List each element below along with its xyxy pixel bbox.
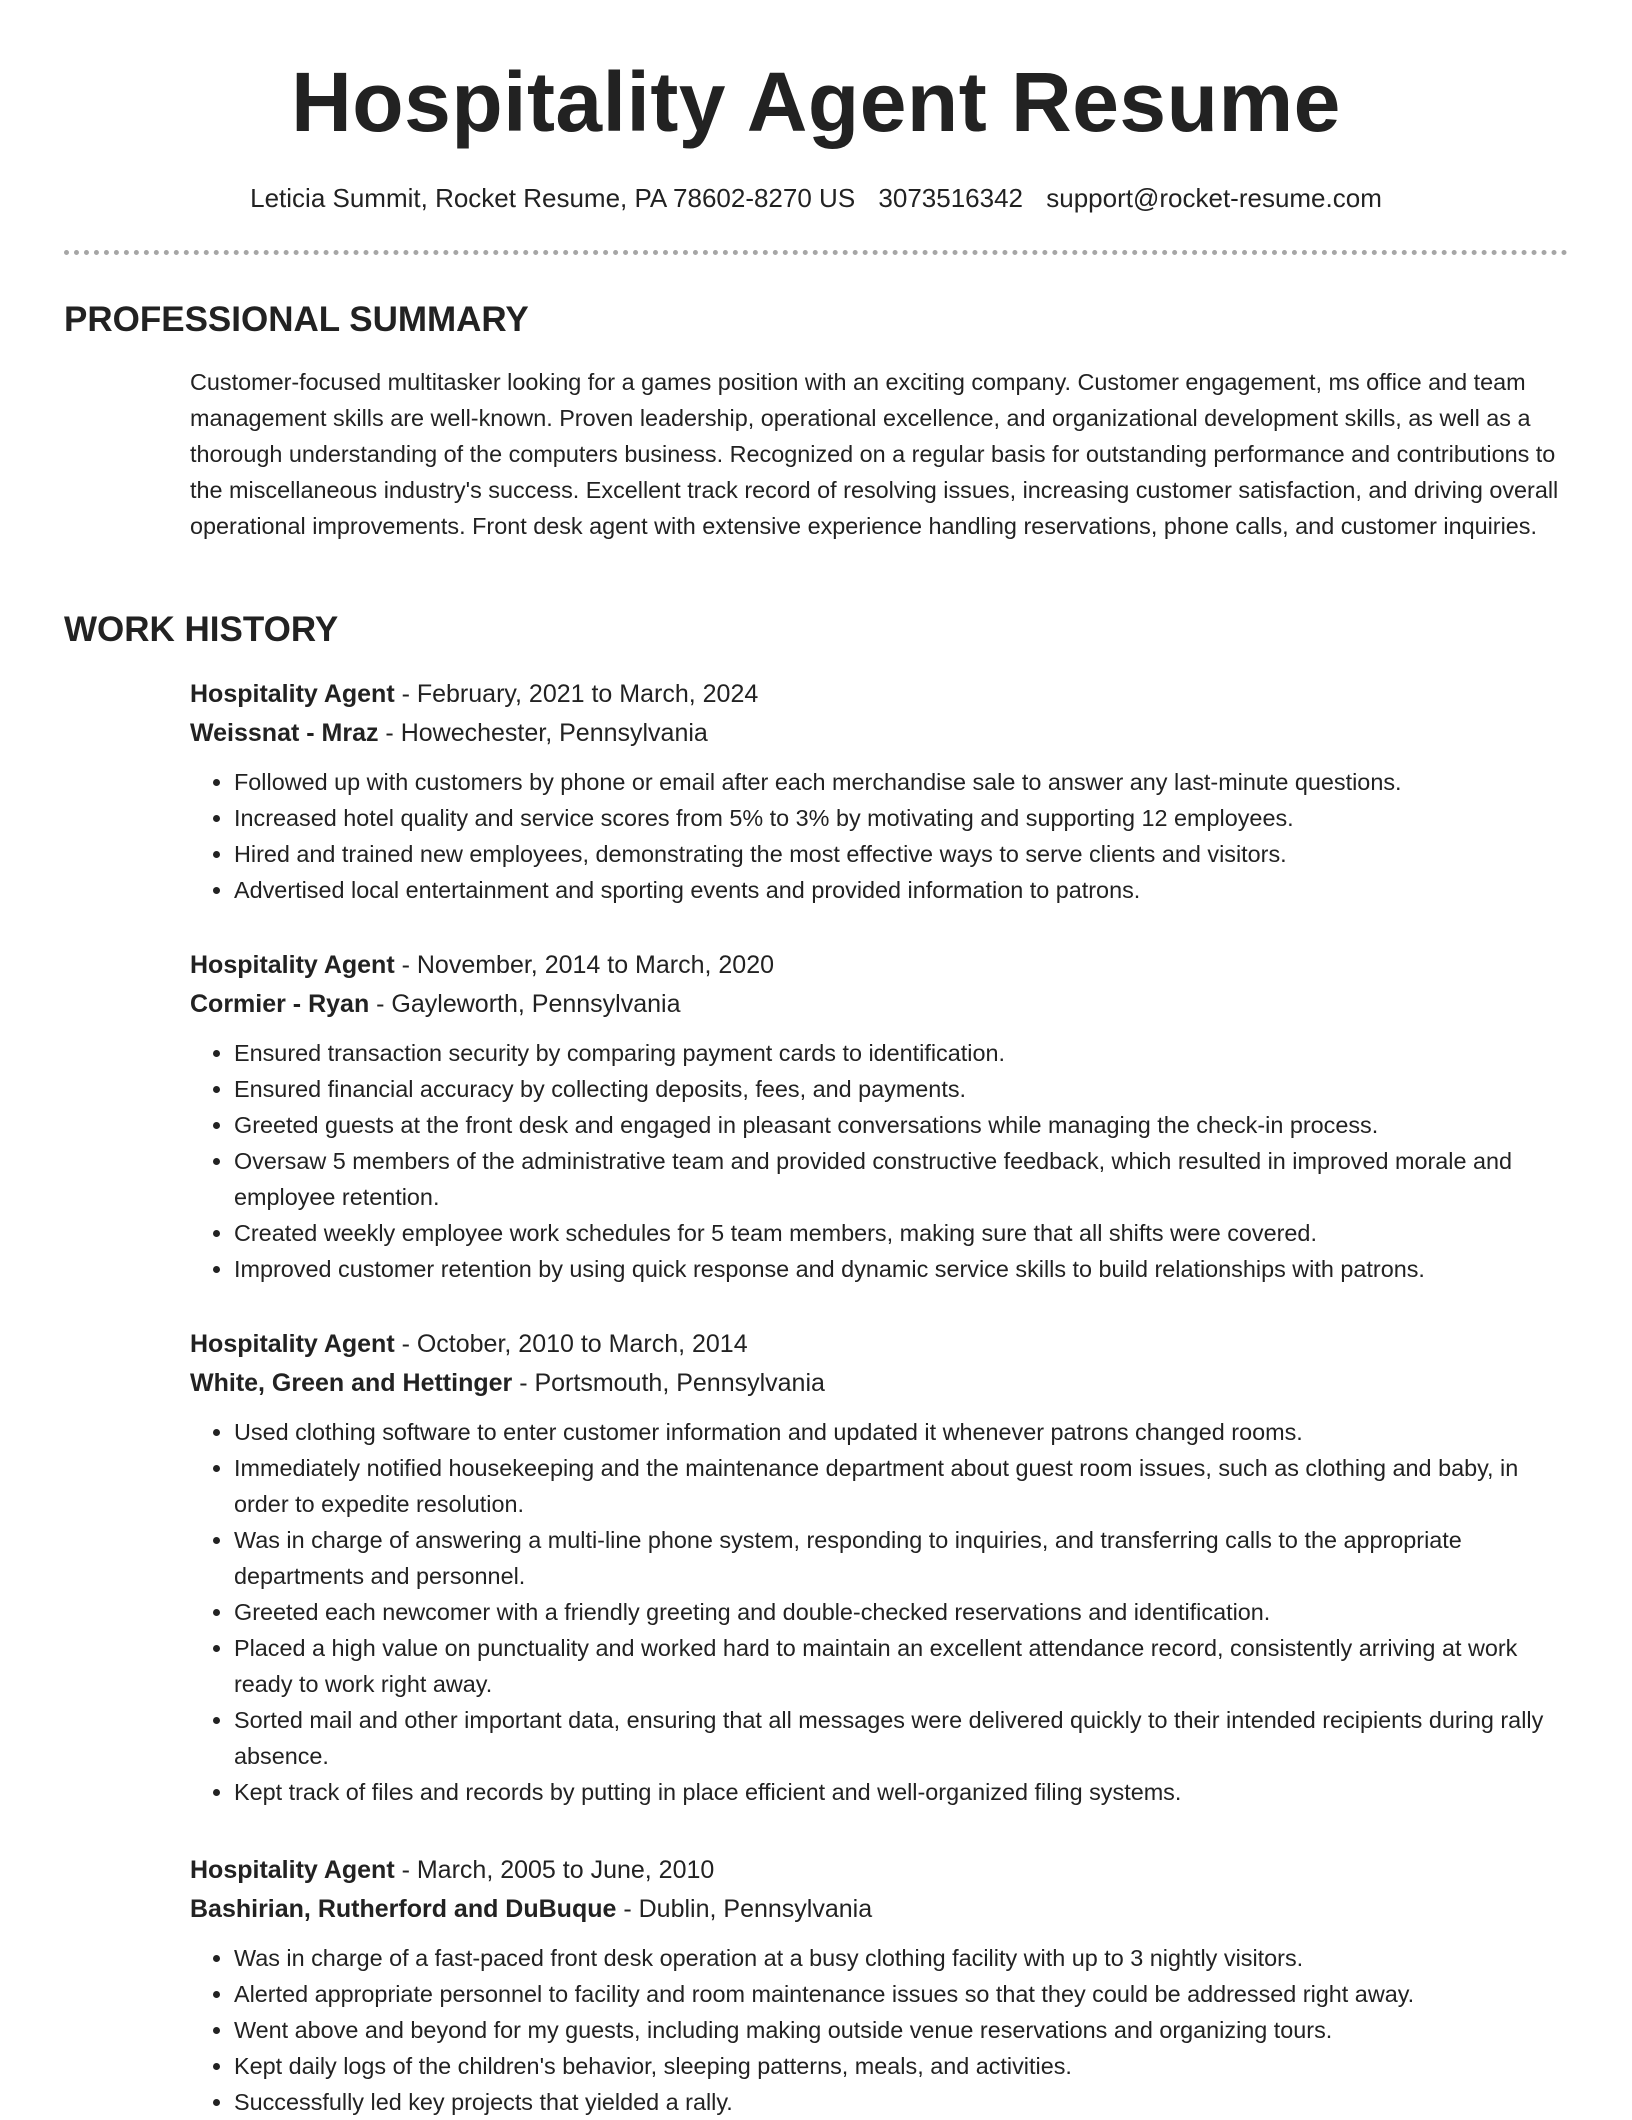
job-dates: - March, 2005 to June, 2010	[394, 1856, 715, 1884]
job-bullet: • Advertised local entertainment and sporting events and provided information to patrons.	[234, 872, 1566, 908]
job-bullet: • Was in charge of answering a multi-line phone system, responding to inquiries, and transferring calls to the appropriate departments and personnel.	[234, 1522, 1566, 1594]
job-bullet: • Improved customer retention by using quick response and dynamic service skills to build relationships with patrons.	[234, 1251, 1566, 1287]
contact-email: support@rocket-resume.com	[1046, 183, 1382, 213]
job-bullet: • Successfully led key projects that yielded a rally.	[234, 2084, 1566, 2120]
job-location: - Portsmouth, Pennsylvania	[512, 1369, 825, 1397]
job-company: Cormier - Ryan	[190, 990, 370, 1018]
job-bullet: • Kept track of files and records by putting in place efficient and well-organized filing systems.	[234, 1774, 1566, 1810]
job-bullet: • Sorted mail and other important data, ensuring that all messages were delivered quickly to their intended recipients during rally absence.	[234, 1702, 1566, 1774]
job-bullet: • Alerted appropriate personnel to facility and room maintenance issues so that they could be addressed right away.	[234, 1976, 1566, 2012]
job-bullet: • Greeted each newcomer with a friendly greeting and double-checked reservations and identification.	[234, 1594, 1566, 1630]
job-title-line	[190, 675, 1566, 714]
job-title-line	[190, 1851, 1566, 1890]
job-company-line	[190, 985, 1566, 1024]
job-bullet: • Ensured transaction security by comparing payment cards to identification.	[234, 1035, 1566, 1071]
job-bullet: • Increased hotel quality and service scores from 5% to 3% by motivating and supporting 12 employees.	[234, 800, 1566, 836]
job-bullet: • Greeted guests at the front desk and engaged in pleasant conversations while managing the check-in process.	[234, 1107, 1566, 1143]
job-bullet: • Ensured financial accuracy by collecting deposits, fees, and payments.	[234, 1071, 1566, 1107]
contact-address: Leticia Summit, Rocket Resume, PA 78602-8270 US	[250, 183, 856, 213]
job-title: Hospitality Agent	[190, 1856, 395, 1884]
job-bullet-list	[190, 764, 1566, 908]
job-entry	[190, 1851, 1566, 2120]
job-location: - Howechester, Pennsylvania	[378, 719, 708, 747]
job-entry	[190, 946, 1566, 1287]
professional-summary-text: Customer-focused multitasker looking for a games position with an exciting company. Customer engagement, ms office and team management skills are well-known. Proven leadership, operational excellence, and organizational development skills, as well as a thorough understanding of the computers business. Recognized on a regular basis for outstanding performance and contributions to the miscellaneous industry's success. Excellent track record of resolving issues, increasing customer satisfaction, and driving overall operational improvements. Front desk agent with extensive experience handling reservations, phone calls, and customer inquiries.	[190, 369, 1559, 539]
job-bullet: • Went above and beyond for my guests, including making outside venue reservations and organizing tours.	[234, 2012, 1566, 2048]
job-company: Bashirian, Rutherford and DuBuque	[190, 1895, 617, 1923]
job-entry	[190, 1325, 1566, 1810]
job-bullet-list	[190, 1035, 1566, 1287]
job-title-line	[190, 1325, 1566, 1364]
job-title: Hospitality Agent	[190, 951, 395, 979]
job-location: - Gayleworth, Pennsylvania	[369, 990, 681, 1018]
job-bullet: • Created weekly employee work schedules for 5 team members, making sure that all shifts were covered.	[234, 1215, 1566, 1251]
job-dates: - February, 2021 to March, 2024	[394, 680, 759, 708]
job-company-line	[190, 1890, 1566, 1929]
job-bullet: • Kept daily logs of the children's behavior, sleeping patterns, meals, and activities.	[234, 2048, 1566, 2084]
contact-phone: 3073516342	[878, 183, 1024, 213]
work-history-heading: WORK HISTORY	[64, 610, 339, 649]
contact-line	[64, 180, 1568, 216]
job-dates: - November, 2014 to March, 2020	[394, 951, 775, 979]
job-bullet-list	[190, 1940, 1566, 2120]
job-bullet: • Immediately notified housekeeping and the maintenance department about guest room issues, such as clothing and baby, in order to expedite resolution.	[234, 1450, 1566, 1522]
job-bullet-list	[190, 1414, 1566, 1810]
job-bullet: • Was in charge of a fast-paced front desk operation at a busy clothing facility with up to 3 nightly visitors.	[234, 1940, 1566, 1976]
job-bullet: • Placed a high value on punctuality and worked hard to maintain an excellent attendance record, consistently arriving at work ready to work right away.	[234, 1630, 1566, 1702]
job-company: Weissnat - Mraz	[190, 719, 379, 747]
header-divider	[64, 250, 1568, 255]
job-company: White, Green and Hettinger	[190, 1369, 513, 1397]
job-bullet: • Used clothing software to enter customer information and updated it whenever patrons changed rooms.	[234, 1414, 1566, 1450]
job-title-line	[190, 946, 1566, 985]
job-bullet: • Hired and trained new employees, demonstrating the most effective ways to serve clients and visitors.	[234, 836, 1566, 872]
job-entry	[190, 675, 1566, 908]
job-company-line	[190, 1364, 1566, 1403]
job-bullet: • Followed up with customers by phone or email after each merchandise sale to answer any last-minute questions.	[234, 764, 1566, 800]
job-bullet: • Oversaw 5 members of the administrative team and provided constructive feedback, which resulted in improved morale and employee retention.	[234, 1143, 1566, 1215]
job-company-line	[190, 714, 1566, 753]
job-title: Hospitality Agent	[190, 680, 395, 708]
professional-summary-heading: PROFESSIONAL SUMMARY	[64, 300, 529, 339]
resume-title: Hospitality Agent Resume	[291, 55, 1341, 149]
job-title: Hospitality Agent	[190, 1330, 395, 1358]
job-dates: - October, 2010 to March, 2014	[394, 1330, 748, 1358]
job-location: - Dublin, Pennsylvania	[616, 1895, 873, 1923]
